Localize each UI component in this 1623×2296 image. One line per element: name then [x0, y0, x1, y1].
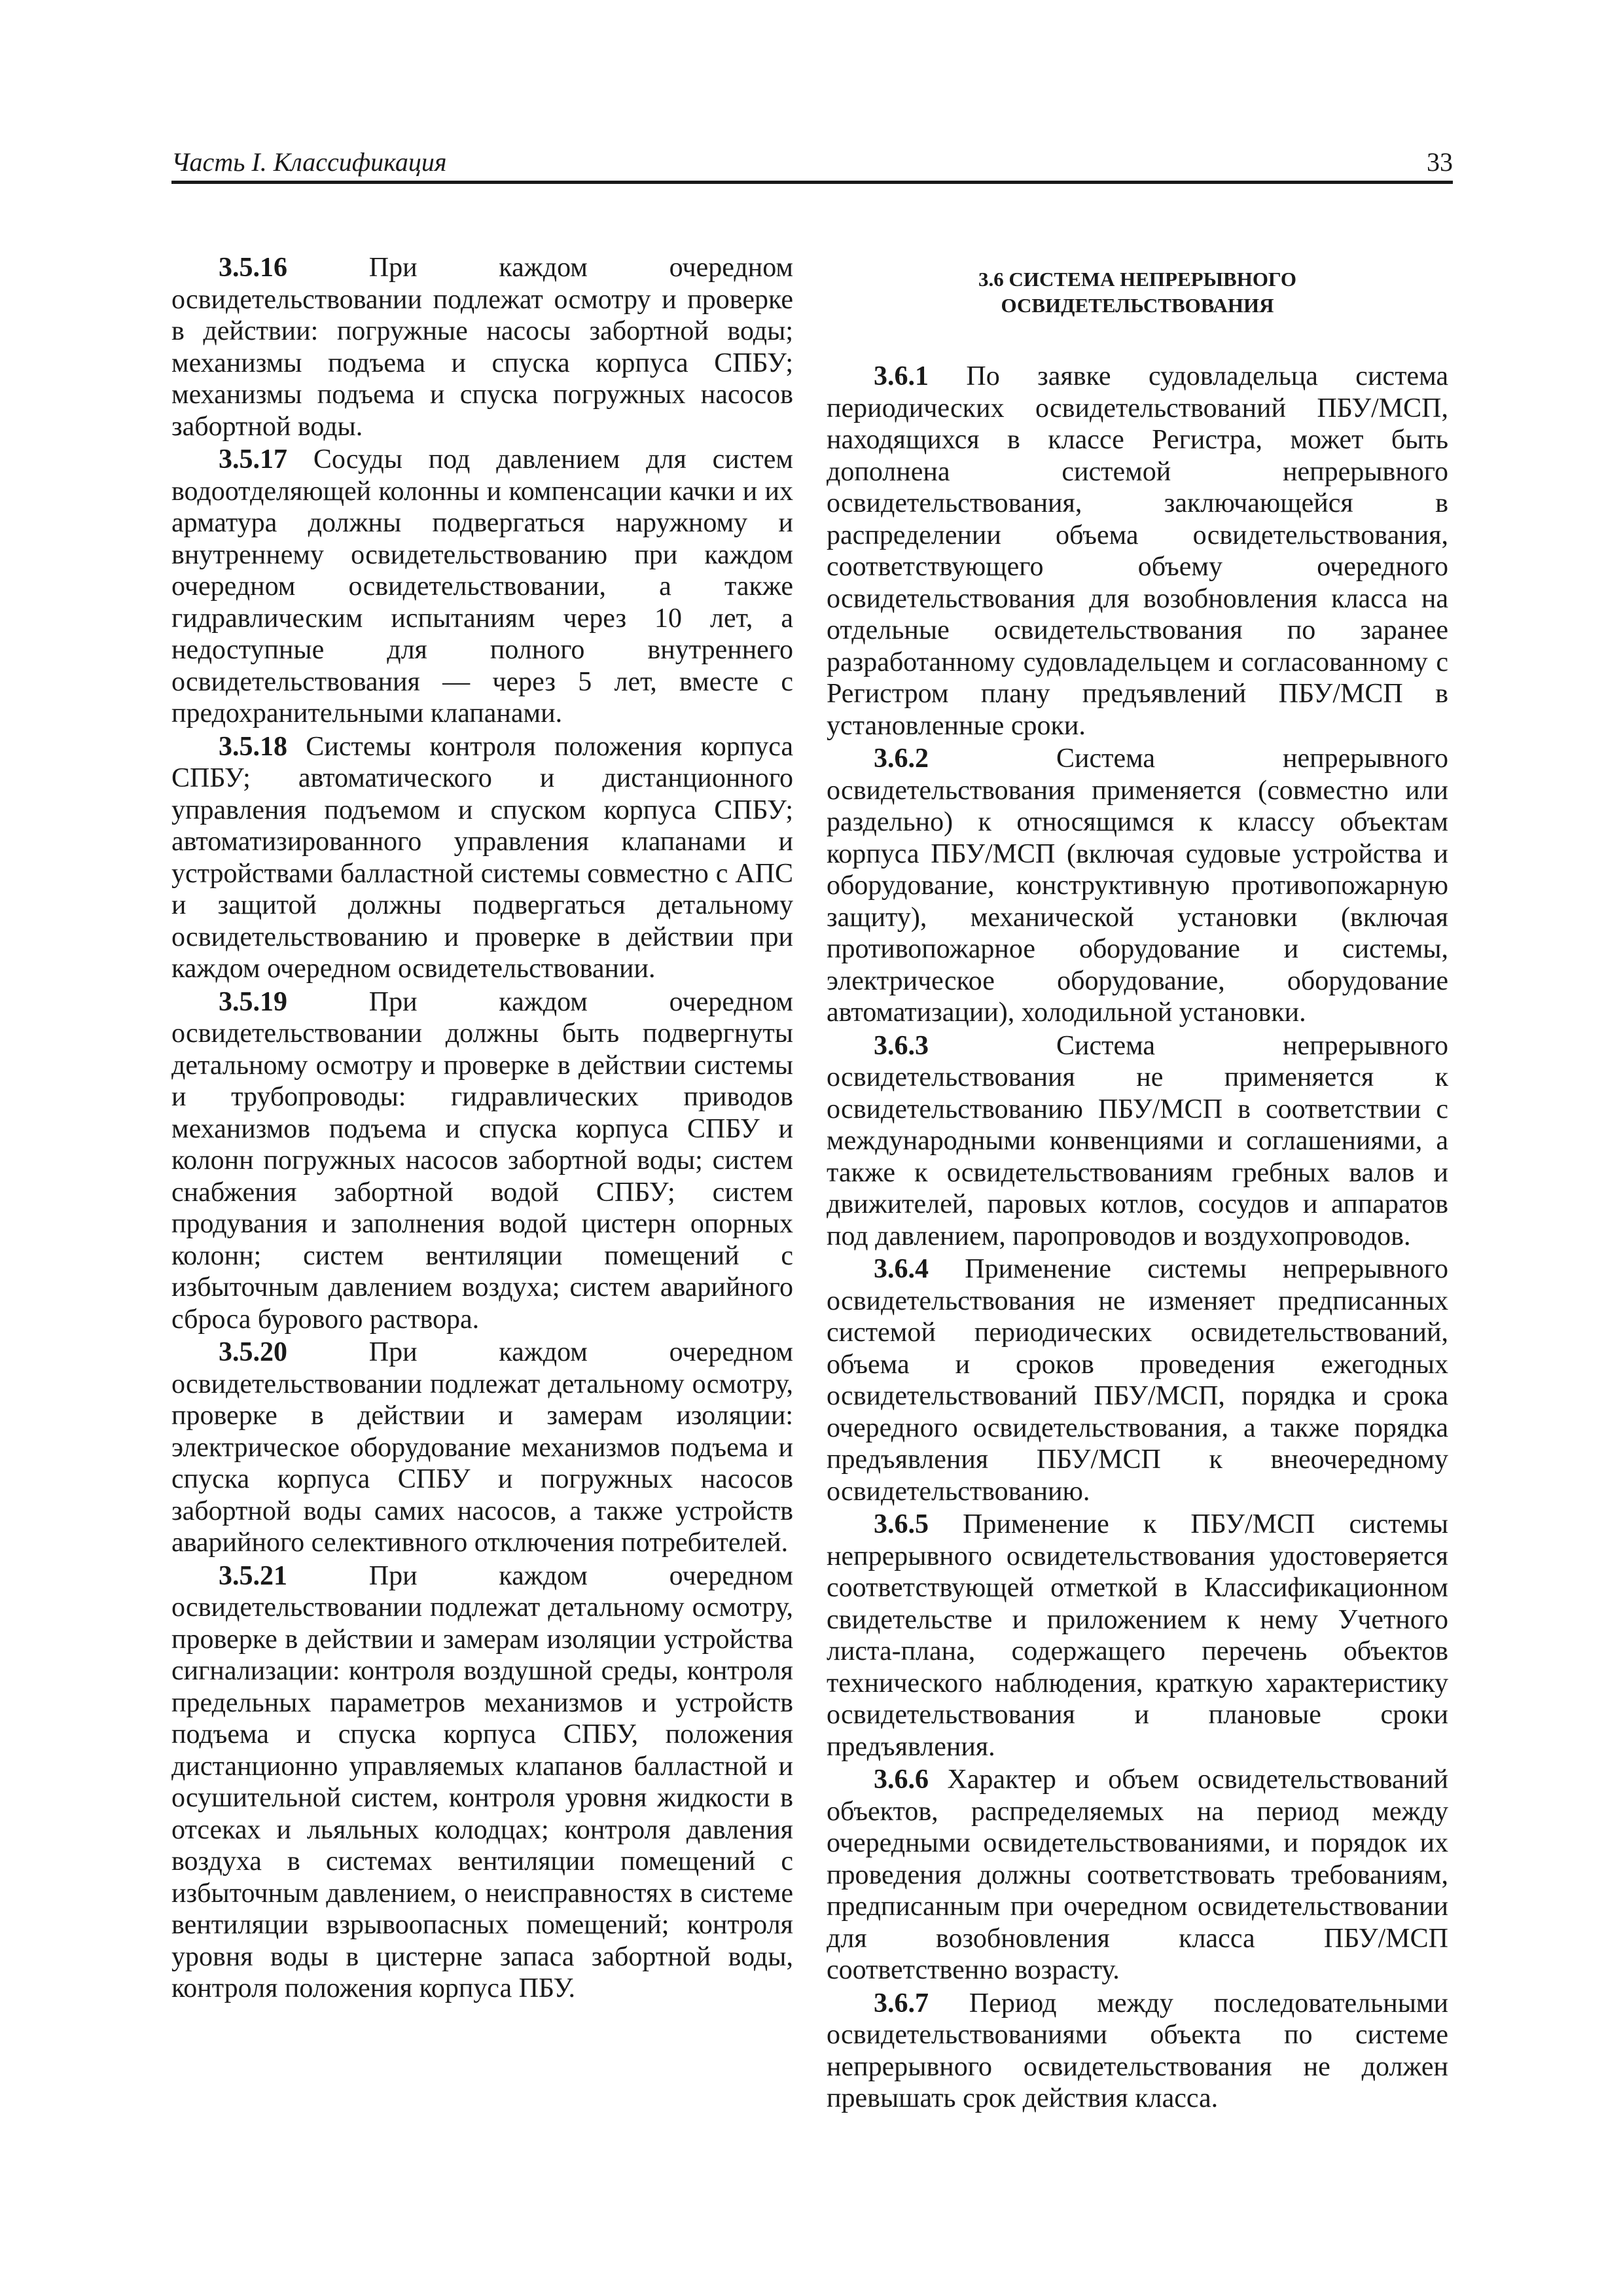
paragraph-number: 3.6.3	[874, 1030, 929, 1061]
running-header	[171, 141, 1453, 184]
paragraph-text: Сосуды под давлением для систем водоотделяющей колонны и компенсации качки и их арматура должны подвергаться наружному и внутреннему освидетельствованию при каждом очередном освидетельствовании, а также гидравлическим испытаниям через 10 лет, а недоступные для полного внутреннего освидетельствования — через 5 лет, вместе с предохранительными клапанами.	[171, 444, 793, 728]
paragraph-text: При каждом очередном освидетельствовании подлежат детальному осмотру, проверке в действии и замерам изоляции устройства сигнализации: контроля воздушной среды, контроля предельных параметров механизмов и устройств подъема и спуска корпуса СПБУ, положения дистанционно управляемых клапанов балластной и осушительной систем, контроля уровня жидкости в отсеках и льяльных колодцах; контроля давления воздуха в системах вентиляции помещений с избыточным давлением, о неисправностях в системе вентиляции взрывоопасных помещений; контроля уровня воды в цистерне запаса забортной воды, контроля положения корпуса ПБУ.	[171, 1560, 794, 2003]
running-title: Часть I. Классификация	[171, 147, 447, 177]
paragraph-number: 3.6.4	[874, 1254, 929, 1284]
paragraph-3-6-5	[827, 1509, 1448, 1763]
paragraph-text: Применение к ПБУ/МСП системы непрерывного освидетельствования удостоверяется соответствующей отметкой в Классификационном свидетельстве и приложением к нему Учетного листа-плана, содержащего перечень объектов технического наблюдения, краткую характеристику освидетельствования и плановые сроки предъявления.	[827, 1509, 1449, 1762]
paragraph-number: 3.5.19	[219, 986, 287, 1017]
paragraph-3-6-7	[827, 1988, 1448, 2115]
paragraph-3-6-1	[827, 361, 1448, 742]
paragraph-number: 3.5.17	[219, 444, 287, 475]
paragraph-text: При каждом очередном освидетельствовании должны быть подвергнуты детальному осмотру и проверке в действии системы и трубопроводы: гидравлических приводов механизмов подъема и спуска корпуса СПБУ и колонн погружных насосов забортной воды; систем снабжения забортной водой СПБУ; систем продувания и заполнения водой цистерн опорных колонн; систем вентиляции помещений с избыточным давлением воздуха; систем аварийного сброса бурового раствора.	[171, 986, 794, 1335]
paragraph-text: Характер и объем освидетельствований объектов, распределяемых на период между очередными освидетельствованиями, и порядок их проведения должны соответствовать требованиям, предписанным при очередном освидетельствовании для возобновления класса ПБУ/МСП соответственно возрасту.	[827, 1765, 1449, 1985]
paragraph-text: При каждом очередном освидетельствовании подлежат осмотру и проверке в действии: погружные насосы забортной воды; механизмы подъема и спуска корпуса СПБУ; механизмы подъема и спуска погружных насосов забортной воды.	[171, 253, 794, 442]
paragraph-number: 3.5.16	[219, 253, 287, 283]
paragraph-text: Система непрерывного освидетельствования не применяется к освидетельствованию ПБУ/МСП в соответствии с международными конвенциями и соглашениями, а также к освидетельствованиям гребных валов и движителей, паровых котлов, сосудов и аппаратов под давлением, паропроводов и воздухопроводов.	[827, 1030, 1448, 1251]
paragraph-3-6-2	[827, 743, 1448, 1029]
left-column	[171, 252, 793, 2006]
paragraph-number: 3.5.21	[219, 1560, 287, 1591]
paragraph-text: Период между последовательными освидетельствованиями объекта по системе непрерывного освидетельствования не должен превышать срок действия класса.	[827, 1988, 1448, 2113]
page-number: 33	[1427, 147, 1453, 177]
section-heading	[827, 266, 1448, 319]
section-heading-line-2: ОСВИДЕТЕЛЬСТВОВАНИЯ	[1001, 294, 1274, 317]
paragraph-3-5-18	[171, 731, 793, 985]
paragraph-number: 3.5.18	[219, 731, 287, 762]
paragraph-3-6-4	[827, 1253, 1448, 1507]
paragraph-text: При каждом очередном освидетельствовании подлежат детальному осмотру, проверке в действии и замерам изоляции: электрическое оборудование механизмов подъема и спуска корпуса СПБУ и погружных насосов забортной воды самих насосов, а также устройств аварийного селективного отключения потребителей.	[171, 1337, 794, 1558]
paragraph-3-5-20	[171, 1336, 793, 1559]
paragraph-number: 3.5.20	[219, 1337, 287, 1367]
paragraph-number: 3.6.7	[874, 1988, 929, 2018]
paragraph-3-5-21	[171, 1560, 793, 2005]
paragraph-number: 3.6.2	[874, 744, 929, 774]
paragraph-3-5-19	[171, 986, 793, 1336]
paragraph-3-5-16	[171, 252, 793, 442]
paragraph-text: Применение системы непрерывного освидетельствования не изменяет предписанных системой периодических освидетельствований, объема и сроков проведения ежегодных освидетельствований ПБУ/МСП, порядка и срока очередного освидетельствования, а также порядка предъявления ПБУ/МСП к внеочередному освидетельствованию.	[827, 1254, 1448, 1507]
section-heading-line-1: 3.6 СИСТЕМА НЕПРЕРЫВНОГО	[978, 268, 1296, 291]
paragraph-3-6-6	[827, 1764, 1448, 1986]
paragraph-number: 3.6.1	[874, 361, 929, 391]
paragraph-3-6-3	[827, 1030, 1448, 1253]
paragraph-number: 3.6.5	[874, 1509, 929, 1539]
right-column	[827, 252, 1448, 2116]
paragraph-text: Система непрерывного освидетельствования применяется (совместно или раздельно) к относящимся к классу объектам корпуса ПБУ/МСП (включая судовые устройства и оборудование, конструктивную противопожарную защиту), механической установки (включая противопожарное оборудование и системы, электрическое оборудование, оборудование автоматизации), холодильной установки.	[827, 744, 1448, 1028]
paragraph-text: Системы контроля положения корпуса СПБУ; автоматического и дистанционного управления подъемом и спуском корпуса СПБУ; автоматизированного управления клапанами и устройствами балластной системы совместно с АПС и защитой должны подвергаться детальному освидетельствованию и проверке в действии при каждом очередном освидетельствовании.	[171, 731, 793, 984]
paragraph-number: 3.6.6	[874, 1765, 929, 1795]
paragraph-3-5-17	[171, 444, 793, 730]
paragraph-text: По заявке судовладельца система периодических освидетельствований ПБУ/МСП, находящихся в классе Регистра, может быть дополнена системой непрерывного освидетельствования, заключающейся в распределении объема освидетельствования, соответствующего объему очередного освидетельствования для возобновления класса на отдельные освидетельствования по заранее разработанному судовладельцем и согласованному с Регистром плану предъявлений ПБУ/МСП в установленные сроки.	[827, 361, 1448, 741]
